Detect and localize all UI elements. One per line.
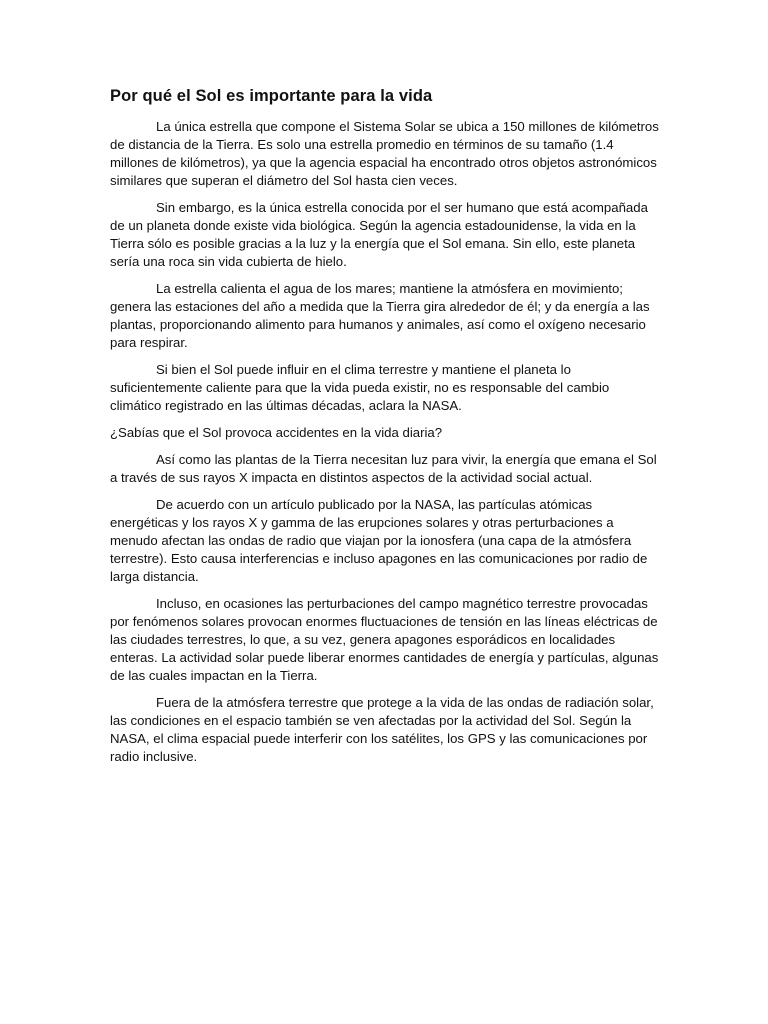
document-page <box>110 86 662 775</box>
section-question: ¿Sabías que el Sol provoca accidentes en la vida diaria? <box>110 425 443 440</box>
page-title: Por qué el Sol es importante para la vida <box>110 87 433 105</box>
paragraph-8: Incluso, en ocasiones las perturbaciones del campo magnético terrestre provocadas por fenómenos solares provocan enormes fluctuaciones de tensión en las líneas eléctricas de las ciudades terrestres, lo que, a su vez, genera apagones esporádicos en localidades enteras. La actividad solar puede liberar enormes cantidades de energía y partículas, algunas de las cuales impactan en la Tierra. <box>110 596 659 683</box>
paragraph-2: Sin embargo, es la única estrella conocida por el ser humano que está acompañada de un planeta donde existe vida biológica. Según la agencia estadounidense, la vida en la Tierra sólo es posible gracias a la luz y la energía que el Sol emana. Sin ello, este planeta sería una roca sin vida cubierta de hielo. <box>110 200 648 269</box>
paragraph-1: La única estrella que compone el Sistema Solar se ubica a 150 millones de kilómetros de distancia de la Tierra. Es solo una estrella promedio en términos de su tamaño (1.4 millones de kilómetros), ya que la agencia espacial ha encontrado otros objetos astronómicos similares que superan el diámetro del Sol hasta cien veces. <box>110 119 659 188</box>
paragraph-4: Si bien el Sol puede influir en el clima terrestre y mantiene el planeta lo suficientemente caliente para que la vida pueda existir, no es responsable del cambio climático registrado en las últimas décadas, aclara la NASA. <box>110 362 610 413</box>
paragraph-6: Así como las plantas de la Tierra necesitan luz para vivir, la energía que emana el Sol a través de sus rayos X impacta en distintos aspectos de la actividad social actual. <box>110 452 657 485</box>
document-body <box>110 118 662 766</box>
paragraph-3: La estrella calienta el agua de los mares; mantiene la atmósfera en movimiento; genera las estaciones del año a medida que la Tierra gira alrededor de él; y da energía a las plantas, proporcionando alimento para humanos y animales, así como el oxígeno necesario para respirar. <box>110 281 650 350</box>
paragraph-9: Fuera de la atmósfera terrestre que protege a la vida de las ondas de radiación solar, las condiciones en el espacio también se ven afectadas por la actividad del Sol. Según la NASA, el clima espacial puede interferir con los satélites, los GPS y las comunicaciones por radio inclusive. <box>110 695 654 764</box>
paragraph-7: De acuerdo con un artículo publicado por la NASA, las partículas atómicas energéticas y los rayos X y gamma de las erupciones solares y otras perturbaciones a menudo afectan las ondas de radio que viajan por la ionosfera (una capa de la atmósfera terrestre). Esto causa interferencias e incluso apagones en las comunicaciones por radio de larga distancia. <box>110 497 648 584</box>
